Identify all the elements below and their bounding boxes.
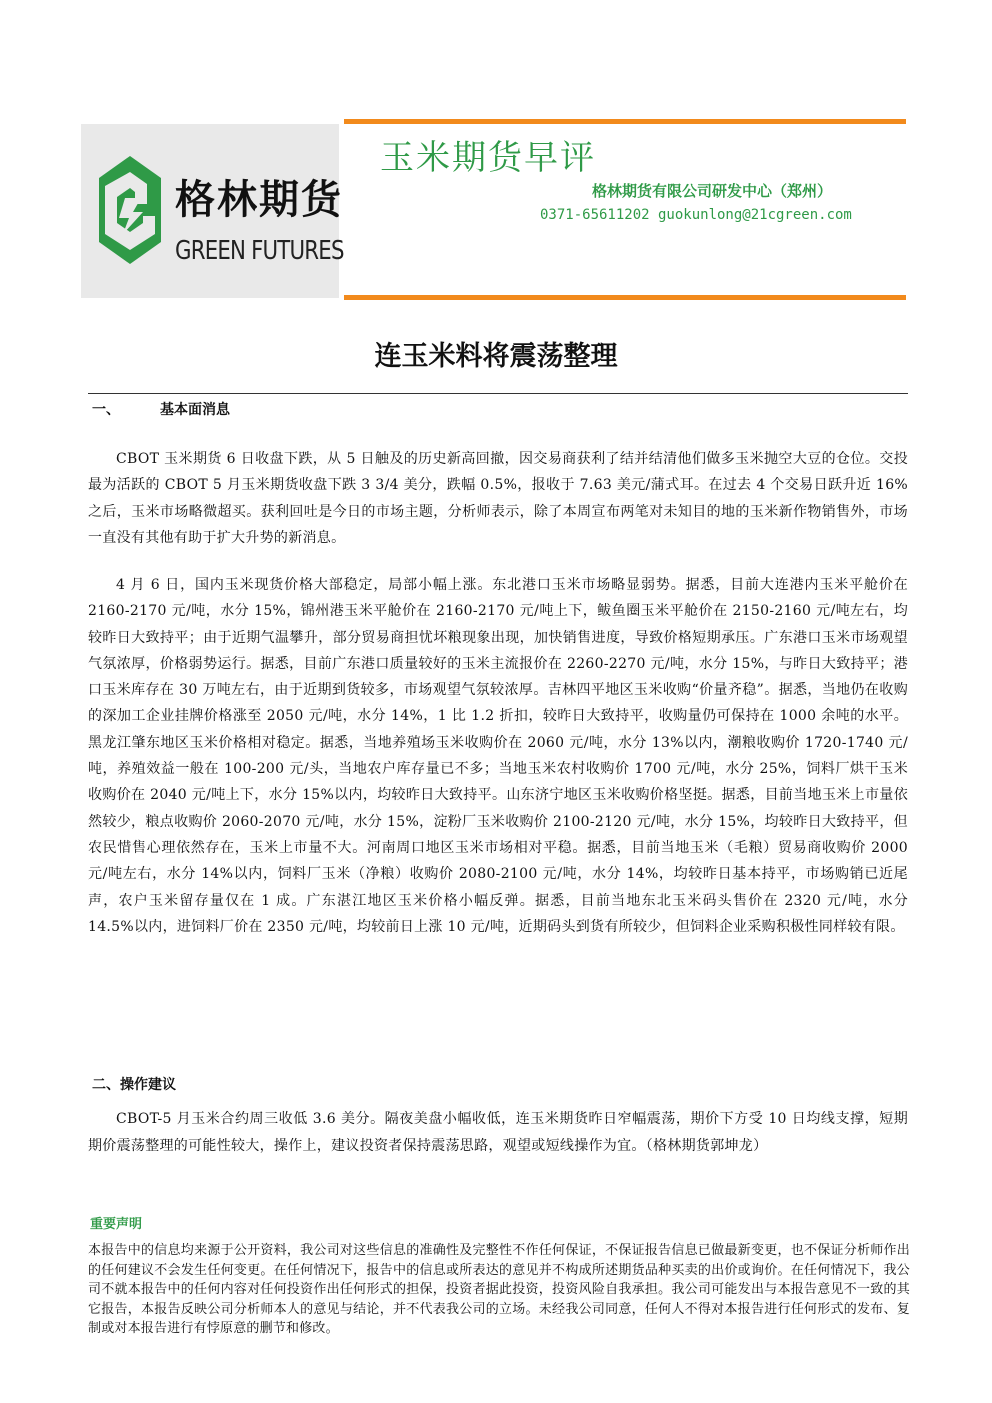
section1-paragraph-1: CBOT 玉米期货 6 日收盘下跌，从 5 日触及的历史新高回撤，因交易商获利了结并结清他们做多玉米抛空大豆的仓位。交投最为活跃的 CBOT 5 月玉米期货收盘下跌 3 3/4 美分，跌幅 0.5%，报收于 7.63 美元/蒲式耳。在过去 4 个交易日跃升近 16%之后，玉米市场略微超买。获利回吐是今日的市场主题，分析师表示，除了本周宣布两笔对未知目的地的玉米新作物销售外，市场一直没有其他有助于扩大升势的新消息。 <box>88 451 908 546</box>
section2-paragraph: CBOT-5 月玉米合约周三收低 3.6 美分。隔夜美盘小幅收低，连玉米期货昨日窄幅震荡，期价下方受 10 日均线支撑，短期期价震荡整理的可能性较大，操作上，建议投资者保持震荡思路，观望或短线操作为宜。（格林期货郭坤龙） <box>88 1111 908 1154</box>
contact-info: 0371-65611202 guokunlong@21cgreen.com <box>540 207 852 223</box>
section1-title: 基本面消息 <box>160 402 230 418</box>
section1-number: 一、 <box>92 402 120 418</box>
disclaimer-title: 重要声明 <box>90 1217 143 1232</box>
section2-title: 二、操作建议 <box>92 1077 176 1093</box>
article-headline: 连玉米料将震荡整理 <box>374 341 618 372</box>
green-futures-logo-icon <box>97 154 163 266</box>
disclaimer-body: 本报告中的信息均来源于公开资料，我公司对这些信息的准确性及完整性不作任何保证，不保证报告信息已做最新变更，也不保证分析师作出的任何建议不会发生任何变更。在任何情况下，报告中的信息或所表达的意见并不构成所述期货品种买卖的出价或询价。在任何情况下，我公司不就本报告中的任何内容对任何投资作出任何形式的担保，投资者据此投资，投资风险自我承担。我公司可能发出与本报告意见不一致的其它报告，本报告反映公司分析师本人的意见与结论，并不代表我公司的立场。未经我公司同意，任何人不得对本报告进行任何形式的发布、复制或对本报告进行有悖原意的删节和修改。 <box>88 1243 910 1336</box>
report-title: 玉米期货早评 <box>380 138 596 178</box>
headline-divider <box>88 393 908 394</box>
header-rule-top <box>344 119 906 124</box>
company-logo <box>81 124 344 298</box>
organization-name: 格林期货有限公司研发中心（郑州） <box>592 182 833 200</box>
logo-text-cn: 格林期货 <box>175 177 343 223</box>
logo-text-en: GREEN FUTURES <box>175 236 344 266</box>
header-rule-bottom <box>344 295 906 300</box>
section1-paragraph-2: 4 月 6 日，国内玉米现货价格大部稳定，局部小幅上涨。东北港口玉米市场略显弱势。据悉，目前大连港内玉米平舱价在 2160-2170 元/吨，水分 15%，锦州港玉米平舱价在 2160-2170 元/吨上下，鲅鱼圈玉米平舱价在 2150-2160 元/吨左右，均较昨日大致持平；由于近期气温攀升，部分贸易商担忧坏粮现象出现，加快销售进度，导致价格短期承压。广东港口玉米市场观望气氛浓厚，价格弱势运行。据悉，目前广东港口质量较好的玉米主流报价在 2260-2270 元/吨，水分 15%，与昨日大致持平；港口玉米库存在 30 万吨左右，由于近期到货较多，市场观望气氛较浓厚。吉林四平地区玉米收购“价量齐稳”。据悉，当地仍在收购的深加工企业挂牌价格涨至 2050 元/吨，水分 14%，1 比 1.2 折扣，较昨日大致持平，收购量仍可保持在 1000 余吨的水平。黑龙江肇东地区玉米价格相对稳定。据悉，当地养殖场玉米收购价在 2060 元/吨，水分 13%以内，潮粮收购价 1720-1740 元/吨，养殖效益一般在 100-200 元/头，当地农户库存量已不多；当地玉米农村收购价 1700 元/吨，水分 25%，饲料厂烘干玉米收购价在 2040 元/吨上下，水分 15%以内，均较昨日大致持平。山东济宁地区玉米收购价格坚挺。据悉，目前当地玉米上市量依然较少，粮点收购价 2060-2070 元/吨，水分 15%，淀粉厂玉米收购价 2100-2120 元/吨，水分 15%，均较昨日大致持平，但农民惜售心理依然存在，玉米上市量不大。河南周口地区玉米市场相对平稳。据悉，目前当地玉米（毛粮）贸易商收购价 2000 元/吨左右，水分 14%以内，饲料厂玉米（净粮）收购价 2080-2100 元/吨，水分 14%，均较昨日基本持平，市场购销已近尾声，农户玉米留存量仅在 1 成。广东湛江地区玉米价格小幅反弹。据悉，目前当地东北玉米码头售价在 2320 元/吨，水分 14.5%以内，进饲料厂价在 2350 元/吨，均较前日上涨 10 元/吨，近期码头到货有所较少，但饲料企业采购积极性同样较有限。 <box>88 577 909 935</box>
